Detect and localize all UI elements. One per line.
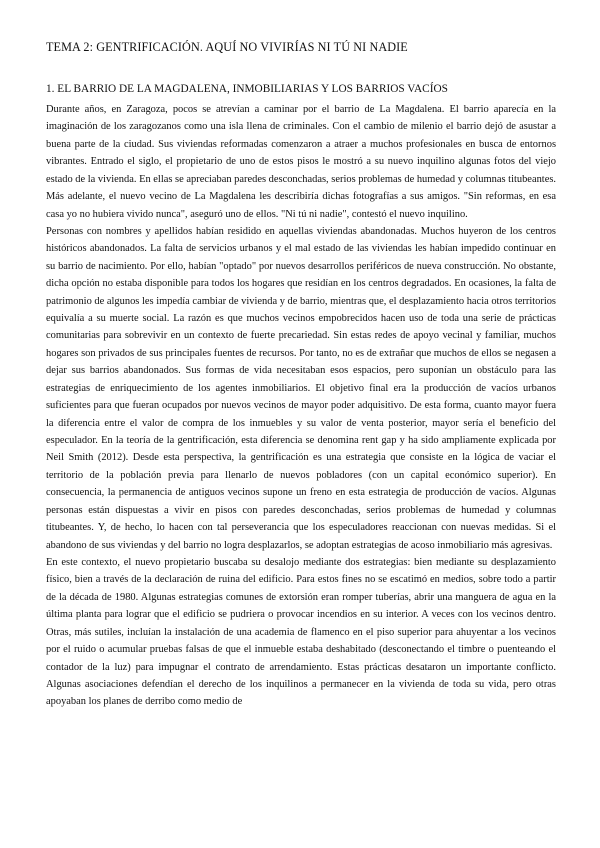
paragraph-1: Durante años, en Zaragoza, pocos se atrevían a caminar por el barrio de La Magdalena. El barrio aparecía en la imaginación de los zaragozanos como una isla llena de criminales. Con el cambio de milenio el barrio dejó de asustar a buena parte de la ciudad. Sus viviendas reformadas comenzaron a atraer a muchos profesionales en busca de entornos vibrantes. Entrado el siglo, el propietario de uno de estos pisos le mostró a su nuevo inquilino algunas fotos del viejo estado de la vivienda. En ellas se apreciaban paredes desconchadas, serios problemas de humedad y columnas titubeantes. Más adelante, el nuevo vecino de La Magdalena les describiría dichas fotografías a sus amigos. "Sin reformas, en esa casa yo no hubiera vivido nunca", aseguró uno de ellos. "Ni tú ni nadie", contestó el nuevo inquilino. (46, 104, 556, 220)
document-title: TEMA 2: GENTRIFICACIÓN. AQUÍ NO VIVIRÍAS NI TÚ NI NADIE (46, 40, 408, 54)
document-body (46, 101, 556, 711)
paragraph-3: En este contexto, el nuevo propietario buscaba su desalojo mediante dos estrategias: bien mediante su desplazamiento físico, bien a través de la declaración de ruina del edificio. Para estos fines no se escatimó en medios, sobre todo a partir de la década de 1980. Algunas estrategias comunes de extorsión eran romper tuberías, abrir una manguera de agua en la última planta para lograr que el edificio se pudriera o provocar incendios en su interior. A veces con los vecinos dentro. Otras, más sutiles, incluían la instalación de una academia de flamenco en el piso superior para ahuyentar a los vecinos por el ruido o acumular pruebas falsas de que el inmueble estaba deshabitado (desconectando el timbre o puenteando el contador de la luz) para impugnar el contrato de arrendamiento. Estas prácticas desataron un importante conflicto. Algunas asociaciones defendían el derecho de los inquilinos a permanecer en la vivienda de toda su vida, pero otras apoyaban los planes de derribo como medio de (46, 556, 556, 708)
section-heading: 1. EL BARRIO DE LA MAGDALENA, INMOBILIARIAS Y LOS BARRIOS VACÍOS (46, 83, 448, 95)
paragraph-2: Personas con nombres y apellidos habían residido en aquellas viviendas abandonadas. Muchos huyeron de los centros históricos abandonados. La falta de servicios urbanos y el mal estado de las viviendas les habían impedido continuar en su barrio de nacimiento. Por ello, habían "optado" por nuevos desarrollos periféricos de nueva construcción. No obstante, dicha opción no estaba disponible para todos los hogares que residían en los centros degradados. En ocasiones, la falta de patrimonio de algunos les impedía cambiar de vivienda y de barrio, mientras que, el desplazamiento hacia otros territorios equivalía a su muerte social. La razón es que muchos vecinos empobrecidos hacen uso de toda una serie de prácticas comunitarias para sobrevivir en un contexto de fuerte precariedad. Sin estas redes de apoyo vecinal y familiar, muchos hogares son privados de sus principales fuentes de recursos. Por tanto, no es de extrañar que muchos de ellos se negasen a dejar sus barrios abandonados. Sus formas de vida necesitaban esos espacios, pero suponían un obstáculo para las estrategias de enriquecimiento de los agentes inmobiliarios. El objetivo final era la producción de vacíos urbanos suficientes para que fueran ocupados por nuevos vecinos de mayor poder adquisitivo. De esta forma, cuanto mayor fuera la diferencia entre el valor de compra de los inmuebles y su valor de venta posterior, mayor sería el beneficio del especulador. En la teoría de la gentrificación, esta diferencia se denomina rent gap y ha sido ampliamente explicada por Neil Smith (2012). Desde esta perspectiva, la gentrificación es una estrategia que consiste en la lógica de vaciar el territorio de la población previa para llenarlo de nuevos pobladores (con un capital económico superior). En consecuencia, la permanencia de antiguos vecinos supone un freno en esta estrategia de producción de vacíos. Algunas personas están dispuestas a vivir en pisos con paredes desconchadas, serios problemas de humedad y columnas titubeantes. Y, de hecho, lo hacen con tal perseverancia que los especuladores reaccionan con nuevas medidas. Si el abandono de sus viviendas y del barrio no logra desplazarlos, se adoptan estrategias de acoso inmobiliario más agresivas. (46, 225, 556, 551)
